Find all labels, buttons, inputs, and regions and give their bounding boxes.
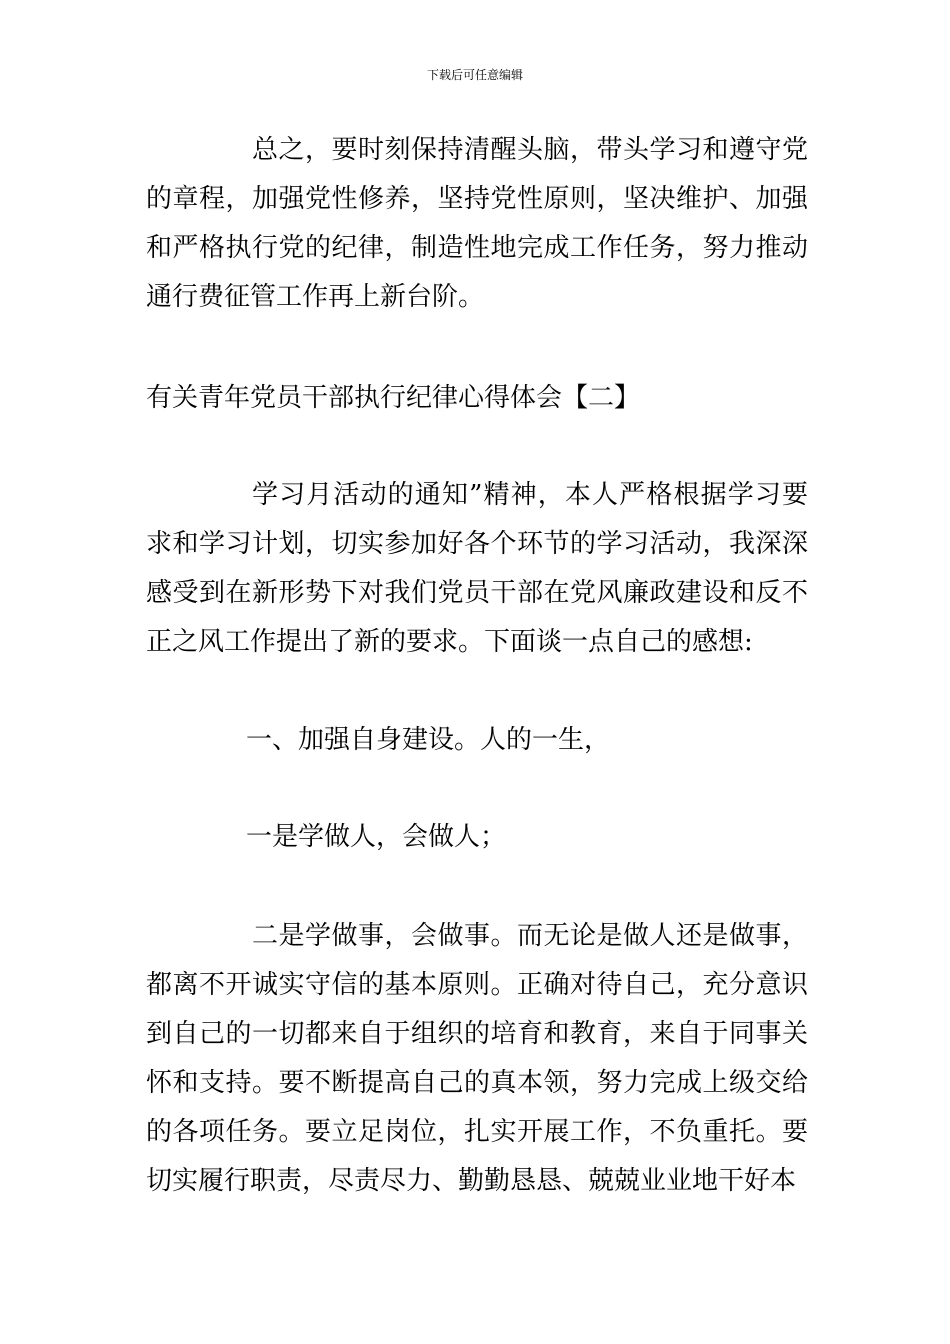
page-header: 下载后可任意编辑 [426,68,523,82]
paragraph-sub-one: 一是学做人，会做人； [246,822,507,852]
section-heading: 有关青年党员干部执行纪律心得体会【二】 [146,383,641,413]
paragraph-intro: 学习月活动的通知”精神，本人严格根据学习要求和学习计划，切实参加好各个环节的学习活动，我深深感受到在新形势下对我们党员干部在党风廉政建设和反不正之风工作提出了新的要求。下面谈一点自己的感想: [146,480,808,657]
paragraph-conclusion: 总之，要时刻保持清醒头脑，带头学习和遵守党的章程，加强党性修养，坚持党性原则，坚决维护、加强和严格执行党的纪律，制造性地完成工作任务，努力推动通行费征管工作再上新台阶。 [146,135,808,312]
paragraph-sub-two: 二是学做事，会做事。而无论是做人还是做事，都离不开诚实守信的基本原则。正确对待自己，充分意识到自己的一切都来自于组织的培育和教育，来自于同事关怀和支持。要不断提高自己的真本领，努力完成上级交给的各项任务。要立足岗位，扎实开展工作，不负重托。要切实履行职责，尽责尽力、勤勤恳恳、兢兢业业地干好本 [146,921,808,1196]
paragraph-point-one: 一、加强自身建设。人的一生， [246,725,611,755]
